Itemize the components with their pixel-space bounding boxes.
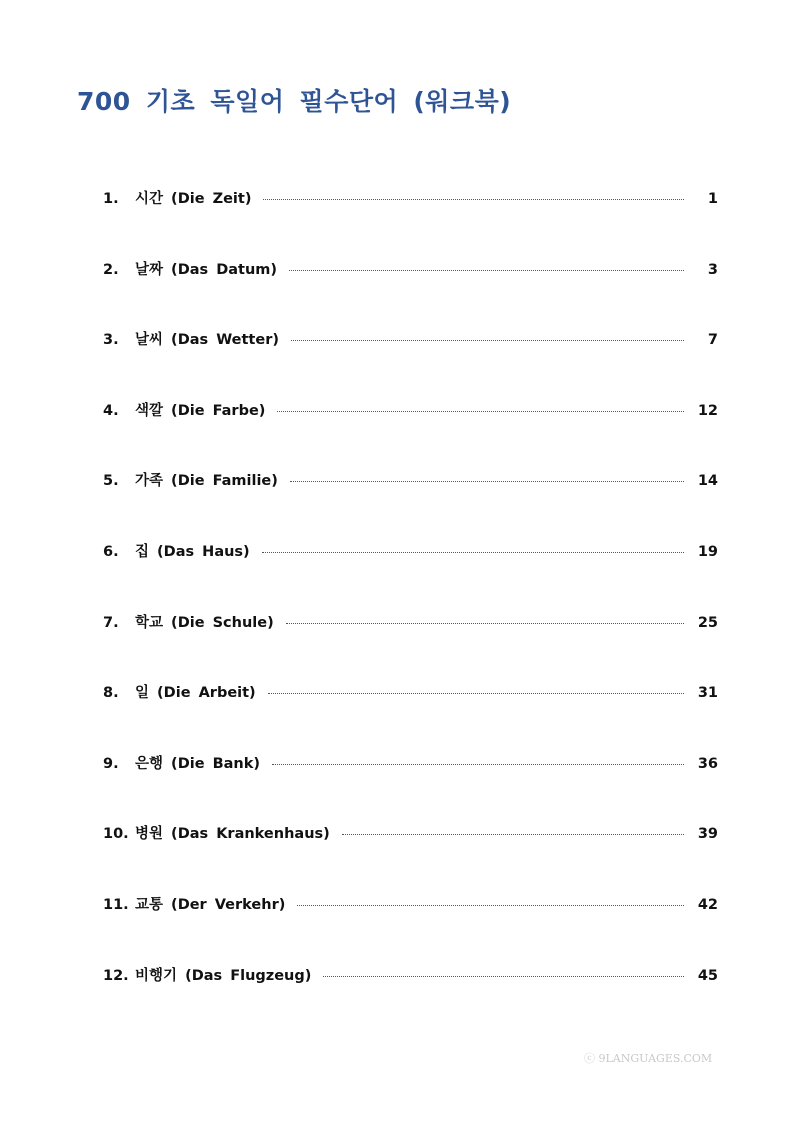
toc-entry-title: 학교 (Die Schule) [135,614,274,631]
toc-entry-page: 7 [707,332,718,349]
toc-entry-title: 색깔 (Die Farbe) [135,402,266,419]
toc-entry-number: 6. [103,543,119,560]
toc-entry-number: 2. [103,261,119,278]
toc-entry-page: 31 [697,685,718,702]
toc-entry-title: 병원 (Das Krankenhaus) [135,826,330,843]
toc-entry-number: 11. [103,896,129,913]
toc-entry-number: 1. [103,191,119,207]
toc-entry-5[interactable] [103,469,718,540]
toc-entry-page: 25 [697,614,718,631]
toc-entry-title: 교통 (Der Verkehr) [135,896,286,913]
toc-entry-page: 42 [697,896,718,913]
toc-entry-8[interactable] [103,681,718,752]
toc-entry-page: 45 [697,967,718,984]
toc-entry-title: 집 (Das Haus) [135,543,250,560]
dot-leader [323,976,683,977]
toc-entry-4[interactable] [103,399,718,470]
toc-entry-10[interactable] [103,822,718,893]
toc-entry-number: 3. [103,332,119,349]
toc-entry-number: 9. [103,755,119,772]
toc-entry-title: 시간 (Die Zeit) [135,191,252,207]
toc-entry-number: 10. [103,826,129,843]
toc-entry-3[interactable] [103,328,718,399]
toc-entry-title: 일 (Die Arbeit) [135,685,256,702]
toc-entry-11[interactable] [103,893,718,964]
toc-entry-page: 3 [707,261,718,278]
toc-entry-title: 비행기 (Das Flugzeug) [135,967,312,984]
table-of-contents [103,187,718,1034]
toc-entry-6[interactable] [103,540,718,611]
dot-leader [290,481,684,482]
toc-entry-1[interactable] [103,187,718,258]
dot-leader [268,693,684,694]
toc-entry-page: 19 [697,543,718,560]
toc-entry-title: 날씨 (Das Wetter) [135,332,279,349]
dot-leader [289,270,684,271]
toc-entry-page: 14 [697,473,718,490]
toc-entry-number: 7. [103,614,119,631]
dot-leader [277,411,683,412]
dot-leader [262,552,684,553]
dot-leader [342,834,684,835]
dot-leader [291,340,684,341]
toc-entry-page: 36 [697,755,718,772]
copyright-footer: ⓒ 9LANGUAGES.COM [584,1052,713,1065]
toc-entry-page: 12 [697,402,718,419]
toc-entry-12[interactable] [103,964,718,1035]
toc-entry-7[interactable] [103,611,718,682]
toc-entry-title: 은행 (Die Bank) [135,755,261,772]
toc-entry-page: 1 [707,191,718,207]
toc-entry-title: 날짜 (Das Datum) [135,261,277,278]
toc-entry-number: 4. [103,402,119,419]
dot-leader [272,764,684,765]
dot-leader [297,905,683,906]
dot-leader [286,623,684,624]
toc-entry-number: 5. [103,473,119,490]
toc-entry-number: 8. [103,685,119,702]
dot-leader [263,199,684,200]
toc-entry-page: 39 [697,826,718,843]
toc-entry-2[interactable] [103,258,718,329]
toc-entry-number: 12. [103,967,129,984]
toc-entry-title: 가족 (Die Familie) [135,473,278,490]
page-title: 700 기초 독일어 필수단어 (워크북) [77,87,512,116]
toc-entry-9[interactable] [103,752,718,823]
